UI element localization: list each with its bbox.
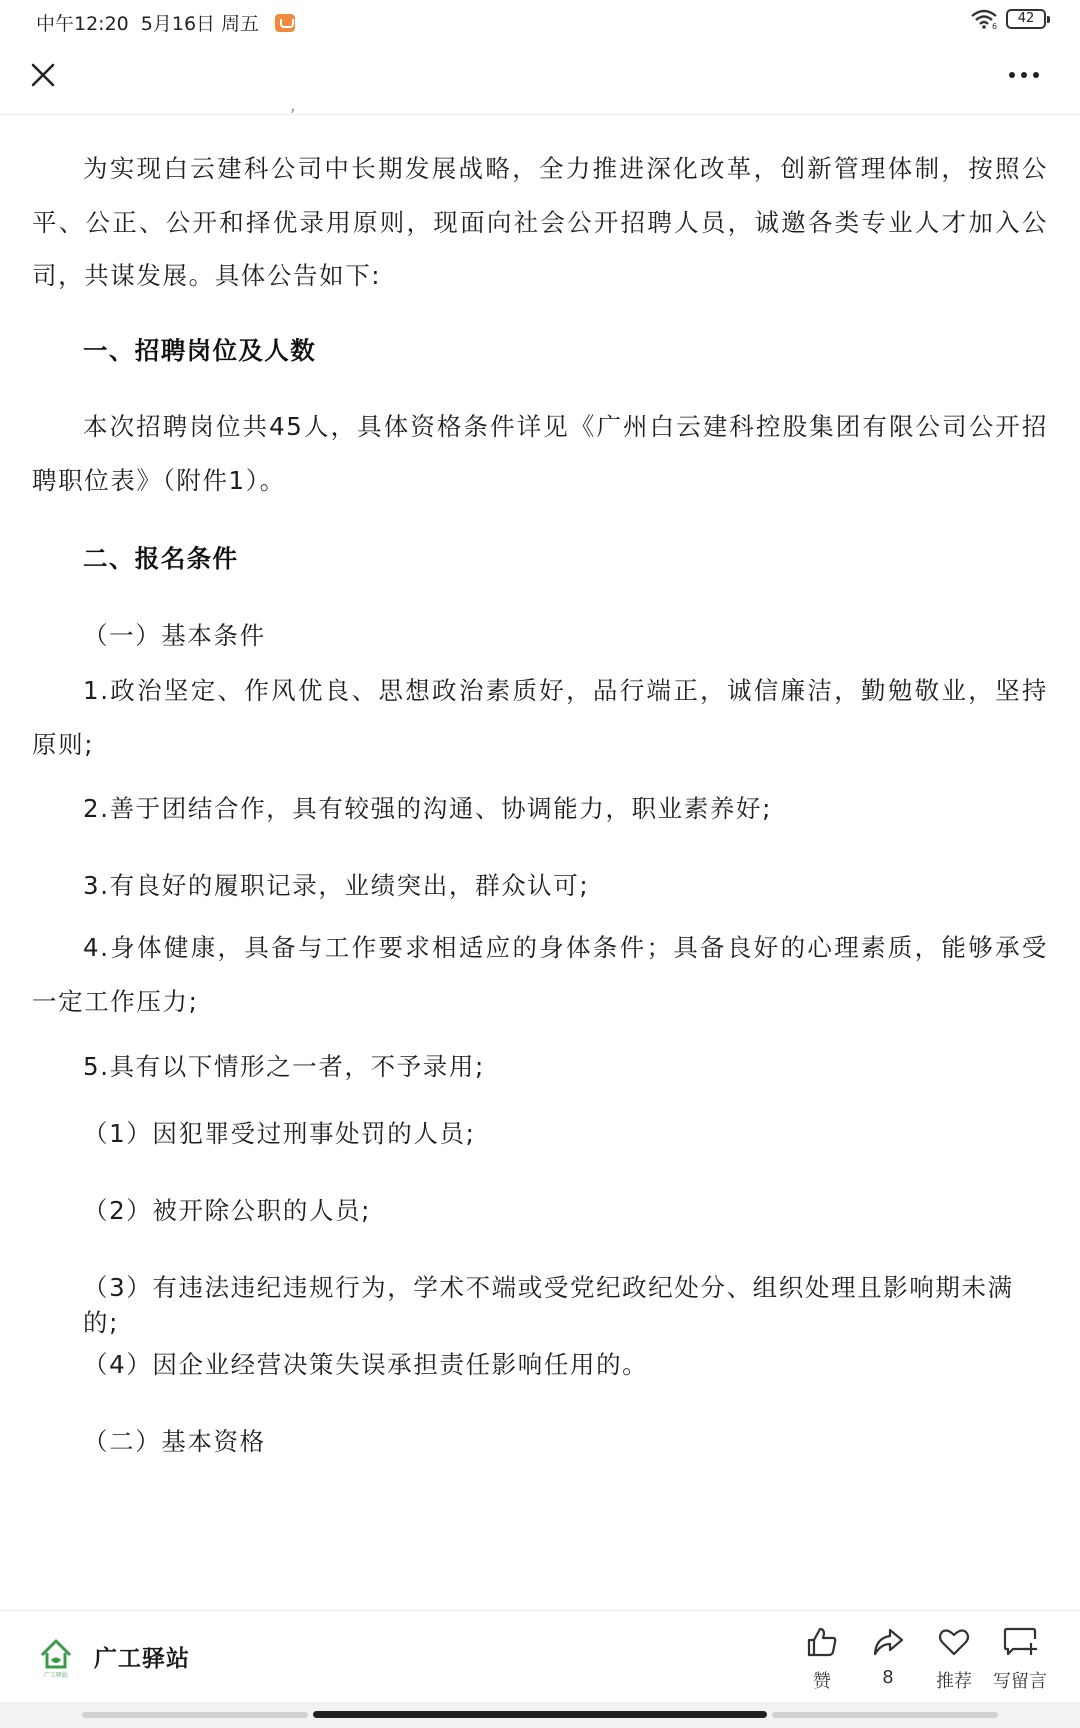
scroll-remnant: ,	[290, 95, 296, 116]
condition-item-5: 5.具有以下情形之一者，不予录用;	[83, 1052, 485, 1081]
heart-icon	[937, 1625, 971, 1659]
subsection-basic-conditions: （一）基本条件	[83, 621, 266, 650]
status-weekday: 周五	[221, 13, 260, 35]
wifi-icon	[970, 9, 998, 29]
home-gesture-handle[interactable]	[313, 1711, 767, 1718]
subsection-basic-qualifications: （二）基本资格	[83, 1427, 266, 1456]
condition-item-2: 2.善于团结合作，具有较强的沟通、协调能力，职业素养好;	[83, 794, 772, 823]
like-button[interactable]	[787, 1625, 857, 1693]
more-options-button[interactable]	[1004, 60, 1044, 90]
account-link[interactable]	[36, 1633, 190, 1679]
battery-indicator: 42	[1006, 9, 1046, 29]
like-label: 赞	[813, 1671, 831, 1692]
positions-paragraph: 本次招聘岗位共45人，具体资格条件详见《广州白云建科控股集团有限公司公开招聘职位表》（附件1）。	[32, 412, 1048, 495]
intro-paragraph: 为实现白云建科公司中长期发展战略，全力推进深化改革，创新管理体制，按照公平、公正、公开和择优录用原则，现面向社会公开招聘人员，诚邀各类专业人才加入公司，共谋发展。具体公告如下:	[32, 154, 1048, 290]
write-comment-icon	[1002, 1625, 1038, 1659]
recommend-button[interactable]	[919, 1625, 989, 1693]
bottom-action-bar	[0, 1610, 1080, 1702]
comment-label: 写留言	[993, 1671, 1047, 1692]
comment-button[interactable]	[985, 1625, 1055, 1693]
section-heading-requirements: 二、报名条件	[83, 544, 239, 573]
condition-item-3: 3.有良好的履职记录，业绩突出，群众认可;	[83, 871, 590, 900]
share-button[interactable]	[853, 1625, 923, 1688]
notification-app-icon	[275, 14, 295, 32]
status-right	[970, 9, 1046, 29]
condition-item-1: 1.政治坚定、作风优良、思想政治素质好，品行端正，诚信廉洁，勤勉敬业，坚持原则;	[32, 676, 1048, 759]
status-date: 5月16日	[140, 13, 216, 35]
section-heading-positions: 一、招聘岗位及人数	[83, 336, 317, 365]
scroll-track-right	[772, 1712, 998, 1718]
share-count: 8	[882, 1667, 894, 1688]
more-dots-icon	[1004, 60, 1044, 90]
account-logo-icon	[36, 1633, 76, 1679]
exclusion-item-3: （3）有违法违纪违规行为，学术不端或受党纪政纪处分、组织处理且影响期未满的;	[83, 1273, 1014, 1337]
svg-text:6: 6	[992, 22, 998, 31]
scroll-track-left	[82, 1712, 308, 1718]
exclusion-item-1: （1）因犯罪受过刑事处罚的人员;	[83, 1119, 476, 1148]
status-time: 中午12:20	[36, 13, 129, 35]
gesture-bar-area	[0, 1702, 1080, 1728]
svg-text:广工驿站: 广工驿站	[43, 1672, 69, 1679]
recommend-label: 推荐	[936, 1671, 972, 1692]
exclusion-item-4: （4）因企业经营决策失误承担责任影响任用的。	[83, 1350, 649, 1379]
share-arrow-icon	[871, 1625, 905, 1659]
thumbs-up-icon	[805, 1625, 839, 1659]
exclusion-item-2: （2）被开除公职的人员;	[83, 1196, 372, 1225]
close-icon	[28, 60, 58, 90]
condition-item-4: 4.身体健康，具备与工作要求相适应的身体条件；具备良好的心理素质，能够承受一定工作压力;	[32, 933, 1048, 1016]
account-name: 广工驿站	[94, 1645, 190, 1672]
top-nav	[0, 42, 1080, 115]
article-body	[32, 95, 1048, 1610]
status-bar	[0, 0, 1080, 42]
close-button[interactable]	[28, 60, 58, 90]
status-left	[36, 9, 295, 36]
